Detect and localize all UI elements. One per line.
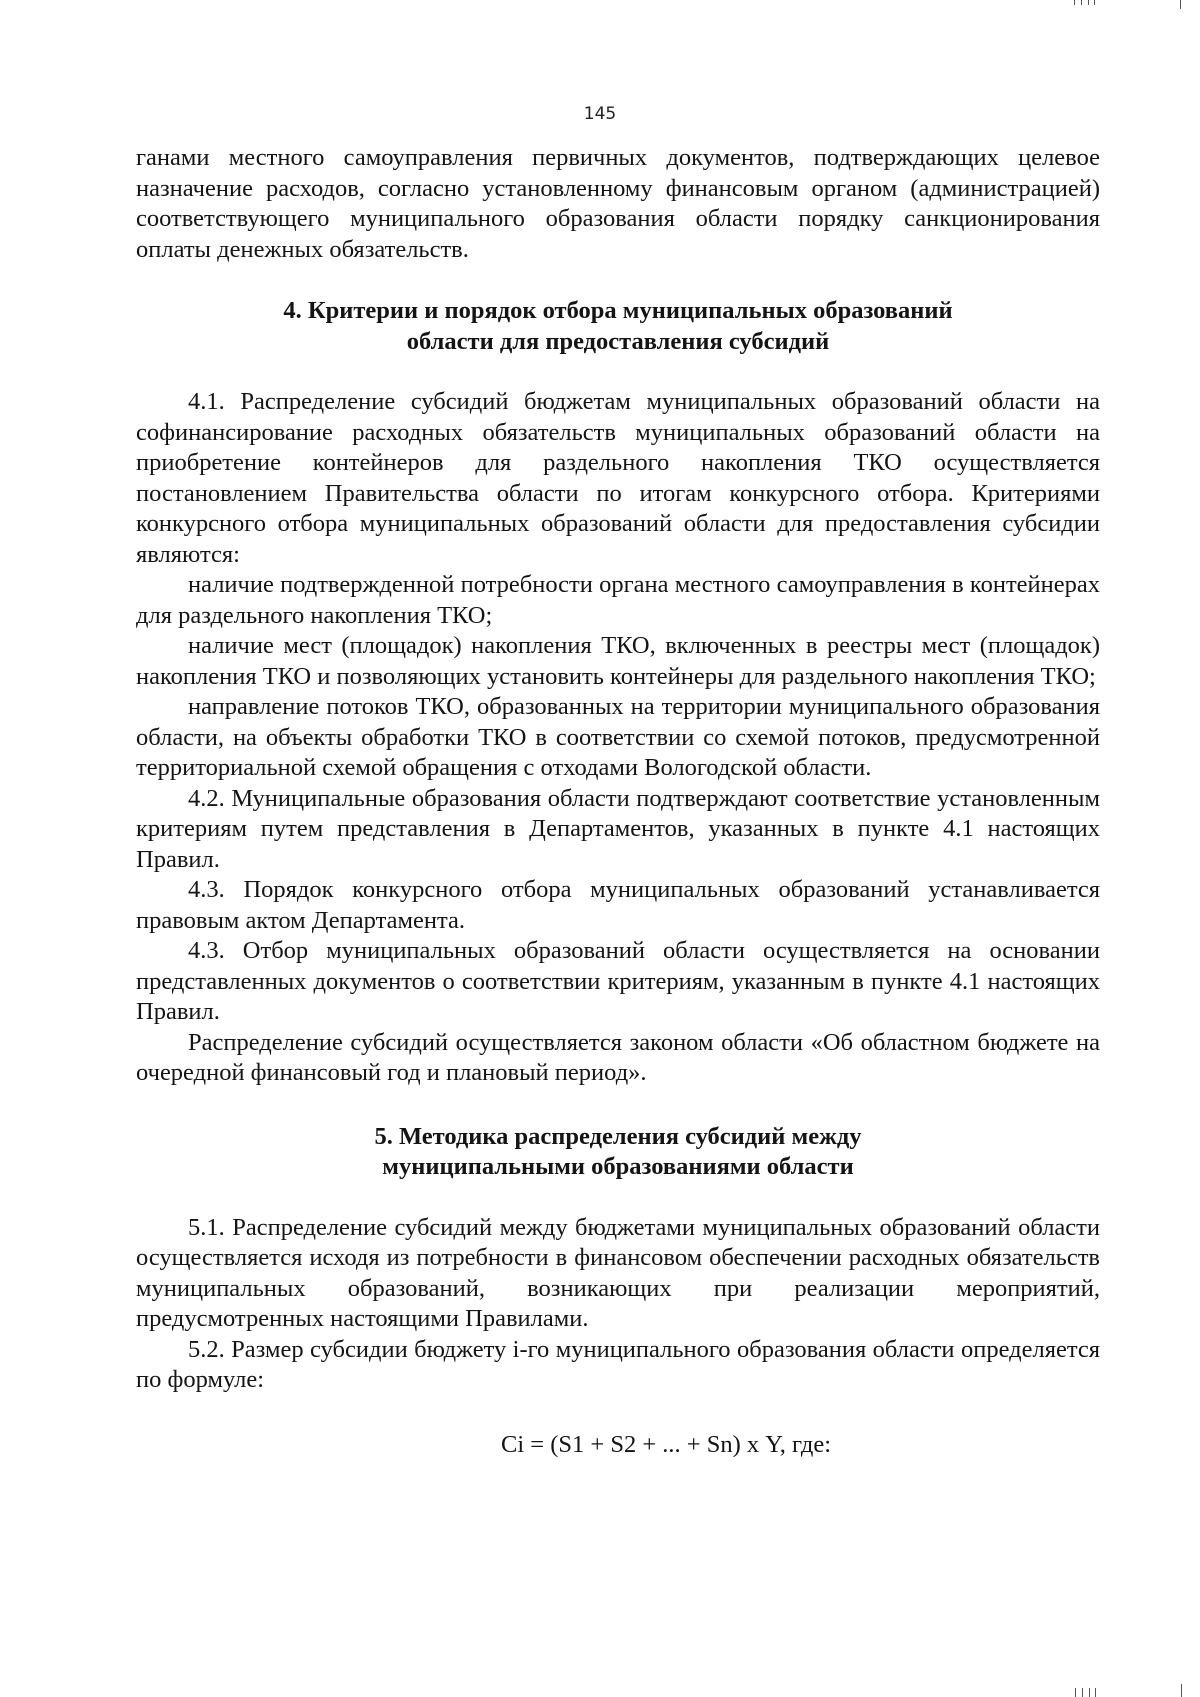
section-5-heading-line-2: муниципальными образованиями области (382, 1153, 854, 1180)
document-body (136, 143, 1100, 1460)
criterion-item: наличие мест (площадок) накопления ТКО, включенных в реестры мест (площадок) накопления ТКО и позволяющих установить контейнеры для раздельного накопления ТКО; (136, 632, 1100, 690)
subsidy-formula: Ci = (S1 + S2 + ... + Sn) х Y, где: (501, 1430, 831, 1458)
section-5-heading-line-1: 5. Методика распределения субсидий между (374, 1122, 862, 1150)
paragraph-5-1: 5.1. Распределение субсидий между бюджетами муниципальных образований области осуществляется исходя из потребности в финансовом обеспечении расходных обязательств муниципальных образований, возникающих при реализации мероприятий, предусмотренных настоящими Правилами. (136, 1213, 1100, 1332)
scan-edge-mark (1094, 0, 1095, 5)
scan-edge-mark (1089, 1688, 1090, 1697)
paragraph-5-2: 5.2. Размер субсидии бюджету i-го муниципального образования области определяется по формуле: (136, 1335, 1100, 1393)
paragraph-4-3-procedure: 4.3. Порядок конкурсного отбора муниципальных образований устанавливается правовым актом Департамента. (136, 876, 1100, 934)
criterion-item: направление потоков ТКО, образованных на территории муниципального образования области, на объекты обработки ТКО в соответствии со схемой потоков, предусмотренной территориальной схемой обращения с отходами Вологодской области. (136, 693, 1100, 781)
scan-edge-mark (1181, 1684, 1182, 1697)
paragraph-4-3-selection: 4.3. Отбор муниципальных образований области осуществляется на основании представленных документов о соответствии критериям, указанным в пункте 4.1 настоящих Правил. (136, 937, 1100, 1025)
scan-edge-mark (1081, 0, 1082, 5)
section-4-heading-line-2: области для предоставления субсидий (406, 327, 830, 355)
scan-edge-mark (1095, 1688, 1096, 1697)
section-5-heading (136, 1122, 1100, 1183)
scan-edge-mark (1180, 0, 1181, 9)
paragraph-distribution-law: Распределение субсидий осуществляется законом области «Об областном бюджете на очередной финансовый год и плановый период». (136, 1028, 1100, 1086)
scan-edge-mark (1082, 1688, 1083, 1697)
paragraph-4-1: 4.1. Распределение субсидий бюджетам муниципальных образований области на софинансирование расходных обязательств муниципальных образований области на приобретение контейнеров для раздельного накопления ТКО осуществляется постановлением Правительства области по итогам конкурсного отбора. Критериями конкурсного отбора муниципальных образований области для предоставления субсидии являются: (136, 388, 1100, 568)
section-4-heading (136, 296, 1100, 357)
scan-edge-mark (1088, 0, 1089, 5)
section-4-heading-line-1: 4. Критерии и порядок отбора муниципальных образований (283, 297, 953, 324)
paragraph-4-2: 4.2. Муниципальные образования области подтверждают соответствие установленным критериям путем представления в Департаментов, указанных в пункте 4.1 настоящих Правил. (136, 784, 1100, 873)
intro-paragraph: ганами местного самоуправления первичных документов, подтверждающих целевое назначение расходов, согласно установленному финансовым органом (администрацией) соответствующего муниципального образования области порядку санкционирования оплаты денежных обязательств. (136, 144, 1100, 263)
scan-edge-mark (1074, 0, 1075, 5)
page-number: 145 (583, 104, 617, 124)
criterion-item: наличие подтвержденной потребности органа местного самоуправления в контейнерах для раздельного накопления ТКО; (136, 571, 1100, 629)
scan-edge-mark (1075, 1688, 1076, 1697)
